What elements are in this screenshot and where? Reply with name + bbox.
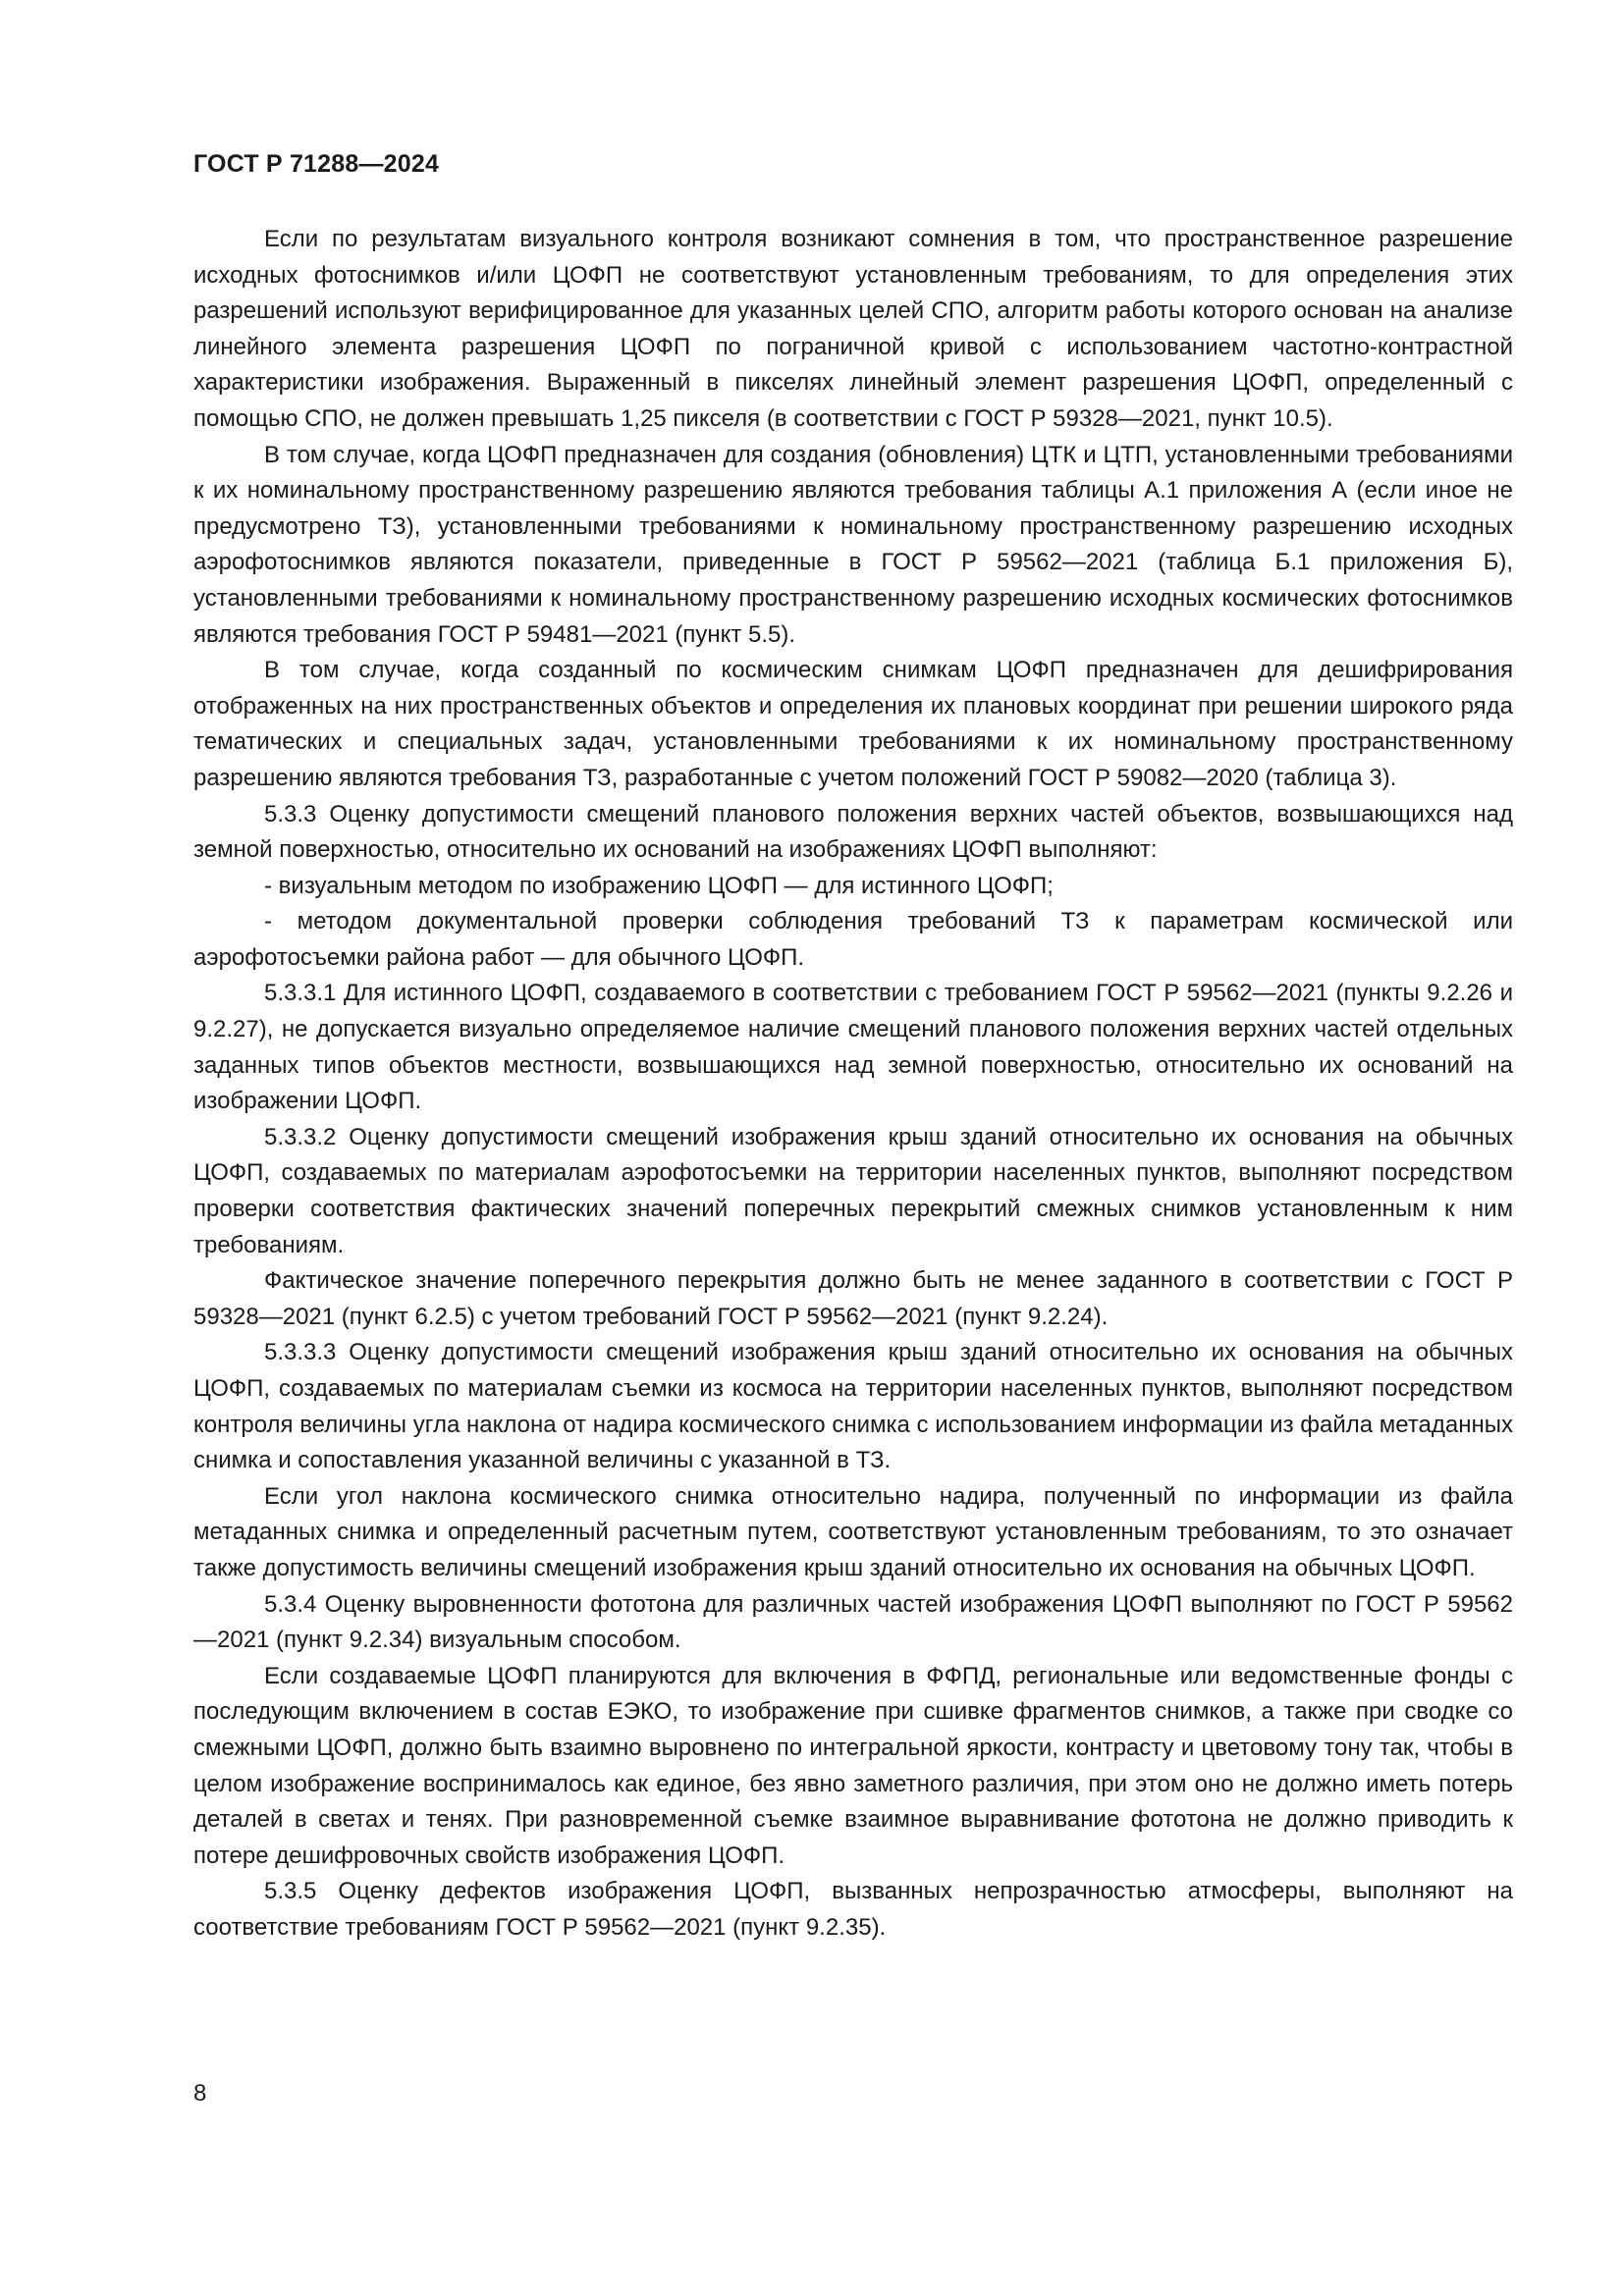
paragraph: В том случае, когда ЦОФП предназначен для создания (обновления) ЦТК и ЦТП, установленными требованиями к их номинальному пространственному разрешению являются требования таблицы А.1 приложения А (если иное не предусмотрено ТЗ), установленными требованиями к номинальному пространственному разрешению исходных аэрофотоснимков являются показатели, приведенные в ГОСТ Р 59562—2021 (таблица Б.1 приложения Б), установленными требованиями к номинальному пространственному разрешению исходных космических фотоснимков являются требования ГОСТ Р 59481—2021 (пункт 5.5). [193, 441, 1513, 648]
clause-5-3-3-1: 5.3.3.1 Для истинного ЦОФП, создаваемого в соответствии с требованием ГОСТ Р 59562—2021 (пункты 9.2.26 и 9.2.27), не допускается визуально определяемое наличие смещений планового положения верхних частей отдельных заданных типов объектов местности, возвышающихся над земной поверхностью, относительно их оснований на изображении ЦОФП. [193, 980, 1513, 1115]
clause-5-3-3-2: 5.3.3.2 Оценку допустимости смещений изображения крыш зданий относительно их основания на обычных ЦОФП, создаваемых по материалам аэрофотосъемки на территории населенных пунктов, выполняют посредством проверки соответствия фактических значений поперечных перекрытий смежных снимков установленным к ним требованиям. [193, 1123, 1513, 1258]
document-body [193, 222, 1513, 1947]
clause-5-3-4: 5.3.4 Оценку выровненности фототона для различных частей изображения ЦОФП выполняют по ГОСТ Р 59562—2021 (пункт 9.2.34) визуальным способом. [193, 1590, 1513, 1654]
clause-5-3-5: 5.3.5 Оценку дефектов изображения ЦОФП, вызванных непрозрачностью атмосферы, выполняют на соответствие требованиям ГОСТ Р 59562—2021 (пункт 9.2.35). [193, 1878, 1513, 1941]
list-item: - визуальным методом по изображению ЦОФП — для истинного ЦОФП; [264, 872, 1054, 899]
page-number: 8 [193, 2080, 207, 2107]
paragraph: В том случае, когда созданный по космическим снимкам ЦОФП предназначен для дешифрирования отображенных на них пространственных объектов и определения их плановых координат при решении широкого ряда тематических и специальных задач, установленными требованиями к их номинальному пространственному разрешению являются требования ТЗ, разработанные с учетом положений ГОСТ Р 59082—2020 (таблица 3). [193, 657, 1513, 791]
document-header: ГОСТ Р 71288—2024 [193, 150, 440, 178]
clause-5-3-3-3: 5.3.3.3 Оценку допустимости смещений изображения крыш зданий относительно их основания на обычных ЦОФП, создаваемых по материалам съемки из космоса на территории населенных пунктов, выполняют посредством контроля величины угла наклона от надира космического снимка с использованием информации из файла метаданных снимка и сопоставления указанной величины с указанной в ТЗ. [193, 1339, 1514, 1474]
clause-5-3-3: 5.3.3 Оценку допустимости смещений планового положения верхних частей объектов, возвышающихся над земной поверхностью, относительно их оснований на изображениях ЦОФП выполняют: [193, 800, 1513, 864]
paragraph: Фактическое значение поперечного перекрытия должно быть не менее заданного в соответствии с ГОСТ Р 59328—2021 (пункт 6.2.5) с учетом требований ГОСТ Р 59562—2021 (пункт 9.2.24). [193, 1267, 1513, 1330]
list-item: - методом документальной проверки соблюдения требований ТЗ к параметрам космической или аэрофотосъемки района работ — для обычного ЦОФП. [193, 908, 1513, 971]
paragraph: Если угол наклона космического снимка относительно надира, полученный по информации из файла метаданных снимка и определенный расчетным путем, соответствуют установленным требованиям, то это означает также допустимость величины смещений изображения крыш зданий относительно их основания на обычных ЦОФП. [193, 1482, 1513, 1581]
paragraph: Если создаваемые ЦОФП планируются для включения в ФФПД, региональные или ведомственные фонды с последующим включением в состав ЕЭКО, то изображение при сшивке фрагментов снимков, а также при сводке со смежными ЦОФП, должно быть взаимно выровнено по интегральной яркости, контрасту и цветовому тону так, чтобы в целом изображение воспринималось как единое, без явно заметного различия, при этом оно не должно иметь потерь деталей в светах и тенях. При разновременной съемке взаимное выравнивание фототона не должно приводить к потере дешифровочных свойств изображения ЦОФП. [193, 1662, 1513, 1869]
paragraph: Если по результатам визуального контроля возникают сомнения в том, что пространственное разрешение исходных фотоснимков и/или ЦОФП не соответствуют установленным требованиям, то для определения этих разрешений используют верифицированное для указанных целей СПО, алгоритм работы которого основан на анализе линейного элемента разрешения ЦОФП по пограничной кривой с использованием частотно-контрастной характеристики изображения. Выраженный в пикселях линейный элемент разрешения ЦОФП, определенный с помощью СПО, не должен превышать 1,25 пикселя (в соответствии с ГОСТ Р 59328—2021, пункт 10.5). [193, 226, 1513, 432]
